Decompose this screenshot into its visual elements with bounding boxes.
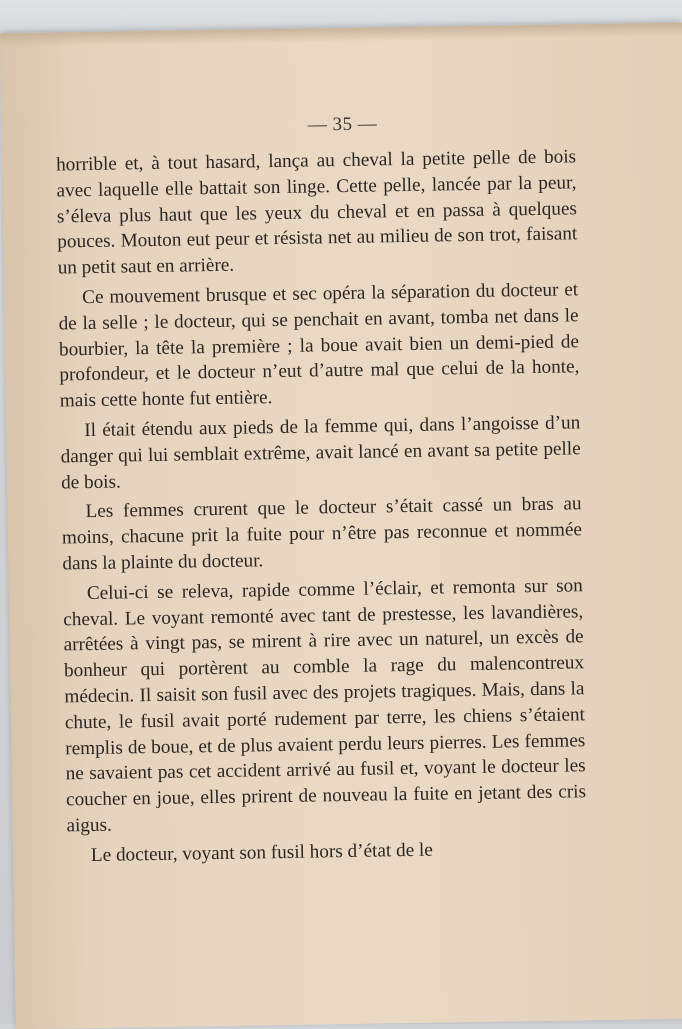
paragraph-4: Les femmes crurent que le docteur s’était cassé un bras au moins, chacune prit la fuite pour n’être pas reconnue et nommée dans la plainte du docteur. bbox=[61, 493, 583, 575]
paragraph-6: Le docteur, voyant son fusil hors d’état de le bbox=[90, 839, 433, 866]
paragraph-2: Ce mouvement brusque et sec opéra la séparation du docteur et de la selle ; le docteur, qui se penchait en avant, tomba net dans le bourbier, la tête la première ; la boue avait bien un demi-pied de profondeur, et le docteur n’eut d’autre mal que celui de la honte, mais cette honte fut entière. bbox=[58, 279, 580, 412]
paragraph-1: horrible et, à tout hasard, lança au cheval la petite pelle de bois avec laquelle elle battait son linge. Cette pelle, lancée par la peur, s’éleva plus haut que les yeux du cheval et en passa à quelques pouces. Mouton eut peur et résista net au milieu de son trot, faisant un petit saut en arrière. bbox=[55, 146, 578, 279]
paragraph-3: Il était étendu aux pieds de la femme qui, dans l’angoisse d’un danger qui lui semblait extrême, avait lancé en avant sa petite pelle de bois. bbox=[60, 412, 581, 494]
paragraph-5: Celui-ci se releva, rapide comme l’éclair, et remonta sur son cheval. Le voyant remonté avec tant de prestesse, les lavandières, arrêtées à vingt pas, se mirent à rire avec un naturel, un excès de bonheur qui portèrent au comble la rage du malencontreux médecin. Il saisit son fusil avec des projets tragiques. Mais, dans la chute, le fusil avait porté rudement par terre, les chiens s’étaient remplis de boue, et de plus avaient perdu leurs pierres. Les femmes ne savaient pas cet accident arrivé au fusil et, voyant le docteur les coucher en joue, elles prirent de nouveau la fuite en jetant des cris aigus. bbox=[63, 575, 587, 837]
book-page bbox=[0, 23, 682, 1029]
body-text bbox=[56, 144, 587, 873]
page-number: — 35 — bbox=[307, 113, 378, 136]
